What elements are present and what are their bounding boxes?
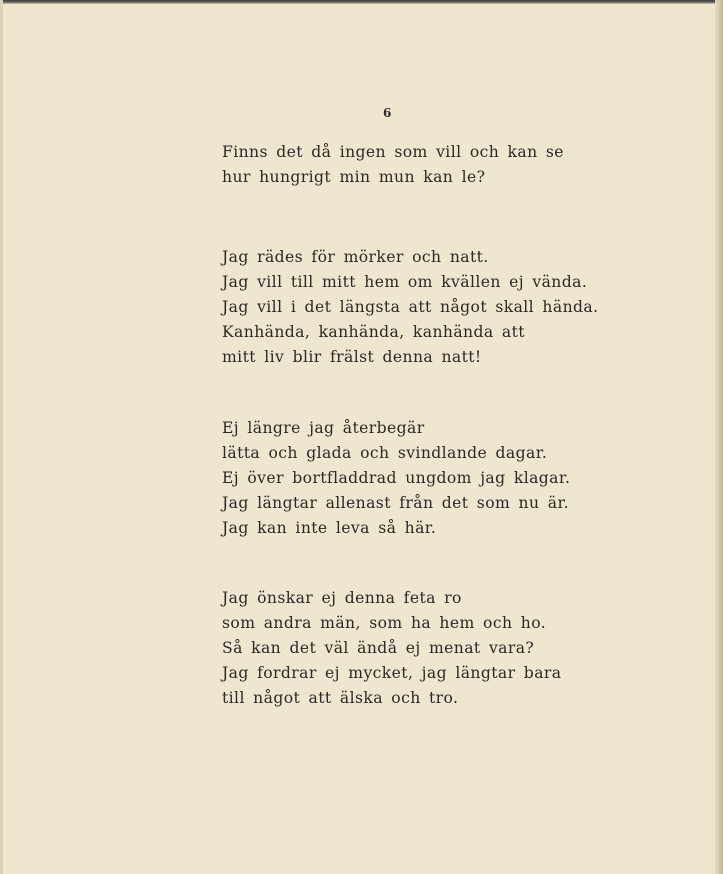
poem-line: Jag fordrar ej mycket, jag längtar bara xyxy=(222,664,562,682)
poem-line: Ej över bortfladdrad ungdom jag klagar. xyxy=(222,469,571,487)
poem-line: hur hungrigt min mun kan le? xyxy=(222,168,486,186)
stanza xyxy=(222,416,570,541)
poem-line: mitt liv blir frälst denna natt! xyxy=(222,348,482,366)
poem-line: Ej längre jag återbegär xyxy=(222,419,425,437)
page-number: 6 xyxy=(383,106,392,120)
poem-line: Jag rädes för mörker och natt. xyxy=(222,248,489,266)
stanza xyxy=(222,245,598,370)
poem-line: Jag längtar allenast från det som nu är. xyxy=(222,494,569,512)
page-left-edge xyxy=(0,0,3,874)
poem-line: Finns det då ingen som vill och kan se xyxy=(222,143,564,161)
poem-line: lätta och glada och svindlande dagar. xyxy=(222,444,548,462)
poem-line: till något att älska och tro. xyxy=(222,689,459,707)
page-right-edge xyxy=(715,0,723,874)
poem-line: Så kan det väl ändå ej menat vara? xyxy=(222,639,535,657)
poem-line: Jag vill i det längsta att något skall hända. xyxy=(222,298,599,316)
poem-line: Kanhända, kanhända, kanhända att xyxy=(222,323,525,341)
poem-line: Jag vill till mitt hem om kvällen ej vända. xyxy=(222,273,588,291)
page-top-edge xyxy=(0,0,723,4)
stanza xyxy=(222,586,561,711)
poem-line: som andra män, som ha hem och ho. xyxy=(222,614,547,632)
poem-line: Jag önskar ej denna feta ro xyxy=(222,589,462,607)
poem-line: Jag kan inte leva så här. xyxy=(222,519,437,537)
stanza xyxy=(222,140,564,190)
